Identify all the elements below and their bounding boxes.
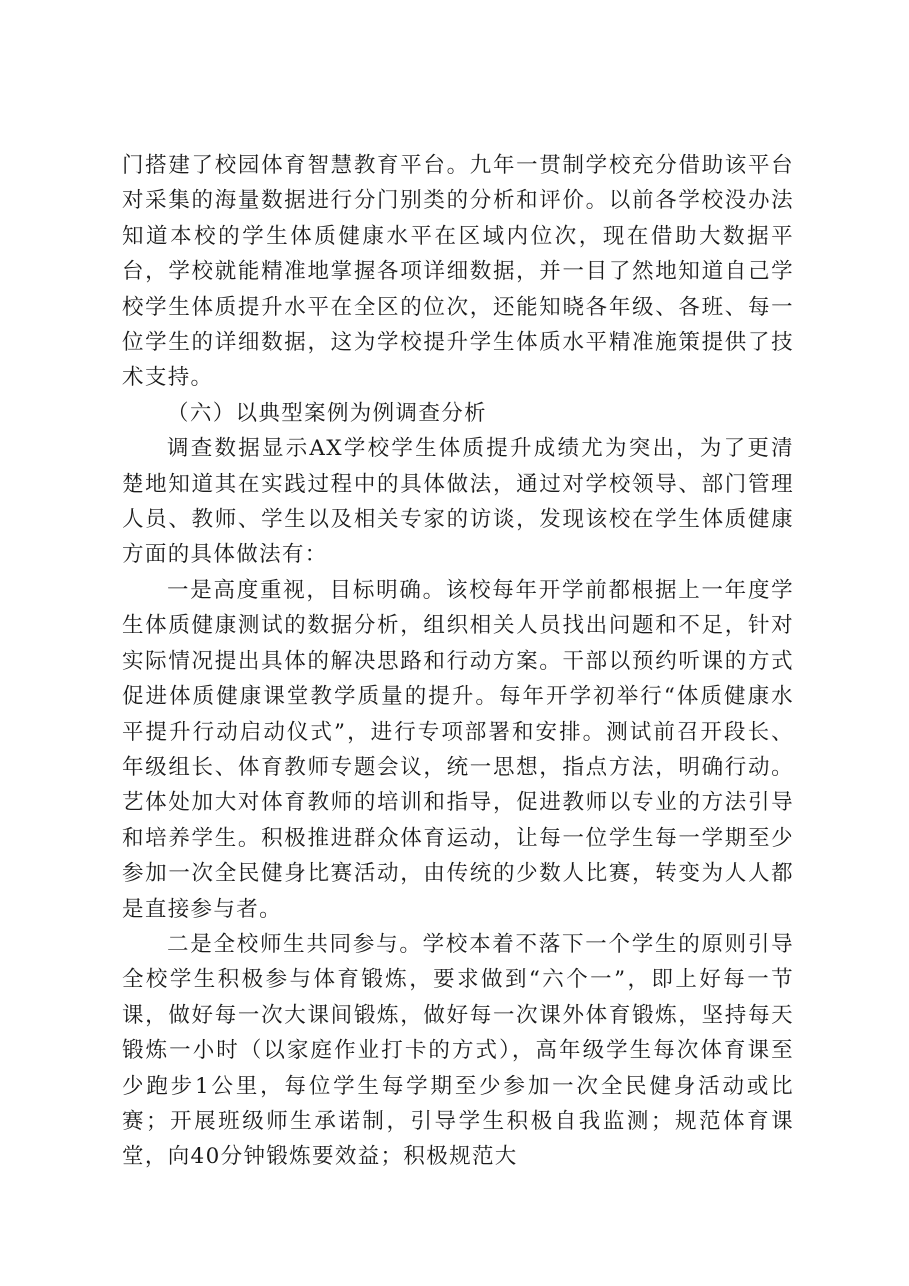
paragraph-point-one: 一是高度重视，目标明确。该校每年开学前都根据上一年度学生体质健康测试的数据分析，组织相关人员找出问题和不足，针对实际情况提出具体的解决思路和行动方案。干部以预约听课的方式促进体质健康课堂教学质量的提升。每年开学初举行“体质健康水平提升行动启动仪式”，进行专项部署和安排。测试前召开段长、年级组长、体育教师专题会议，统一思想，指点方法，明确行动。艺体处加大对体育教师的培训和指导，促进教师以专业的方法引导和培养学生。积极推进群众体育运动，让每一位学生每一学期至少参加一次全民健身比赛活动，由传统的少数人比赛，转变为人人都是直接参与者。 [122,577,794,922]
paragraph-intro: 调查数据显示AX学校学生体质提升成绩尤为突出，为了更清楚地知道其在实践过程中的具体做法，通过对学校领导、部门管理人员、教师、学生以及相关专家的访谈，发现该校在学生体质健康方面的具体做法有： [122,436,794,568]
document-body [122,148,794,1175]
paragraph-continuation: 门搭建了校园体育智慧教育平台。九年一贯制学校充分借助该平台对采集的海量数据进行分门别类的分析和评价。以前各学校没办法知道本校的学生体质健康水平在区域内位次，现在借助大数据平台，学校就能精准地掌握各项详细数据，并一目了然地知道自己学校学生体质提升水平在全区的位次，还能知晓各年级、各班、每一位学生的详细数据，这为学校提升学生体质水平精准施策提供了技术支持。 [122,153,794,391]
section-heading: （六）以典型案例为例调查分析 [167,400,487,426]
paragraph-point-two: 二是全校师生共同参与。学校本着不落下一个学生的原则引导全校学生积极参与体育锻炼，要求做到“六个一”，即上好每一节课，做好每一次大课间锻炼，做好每一次课外体育锻炼，坚持每天锻炼一小时（以家庭作业打卡的方式），高年级学生每次体育课至少跑步1公里，每位学生每学期至少参加一次全民健身活动或比赛；开展班级师生承诺制，引导学生积极自我监测；规范体育课堂，向40分钟锻炼要效益；积极规范大 [122,931,794,1170]
